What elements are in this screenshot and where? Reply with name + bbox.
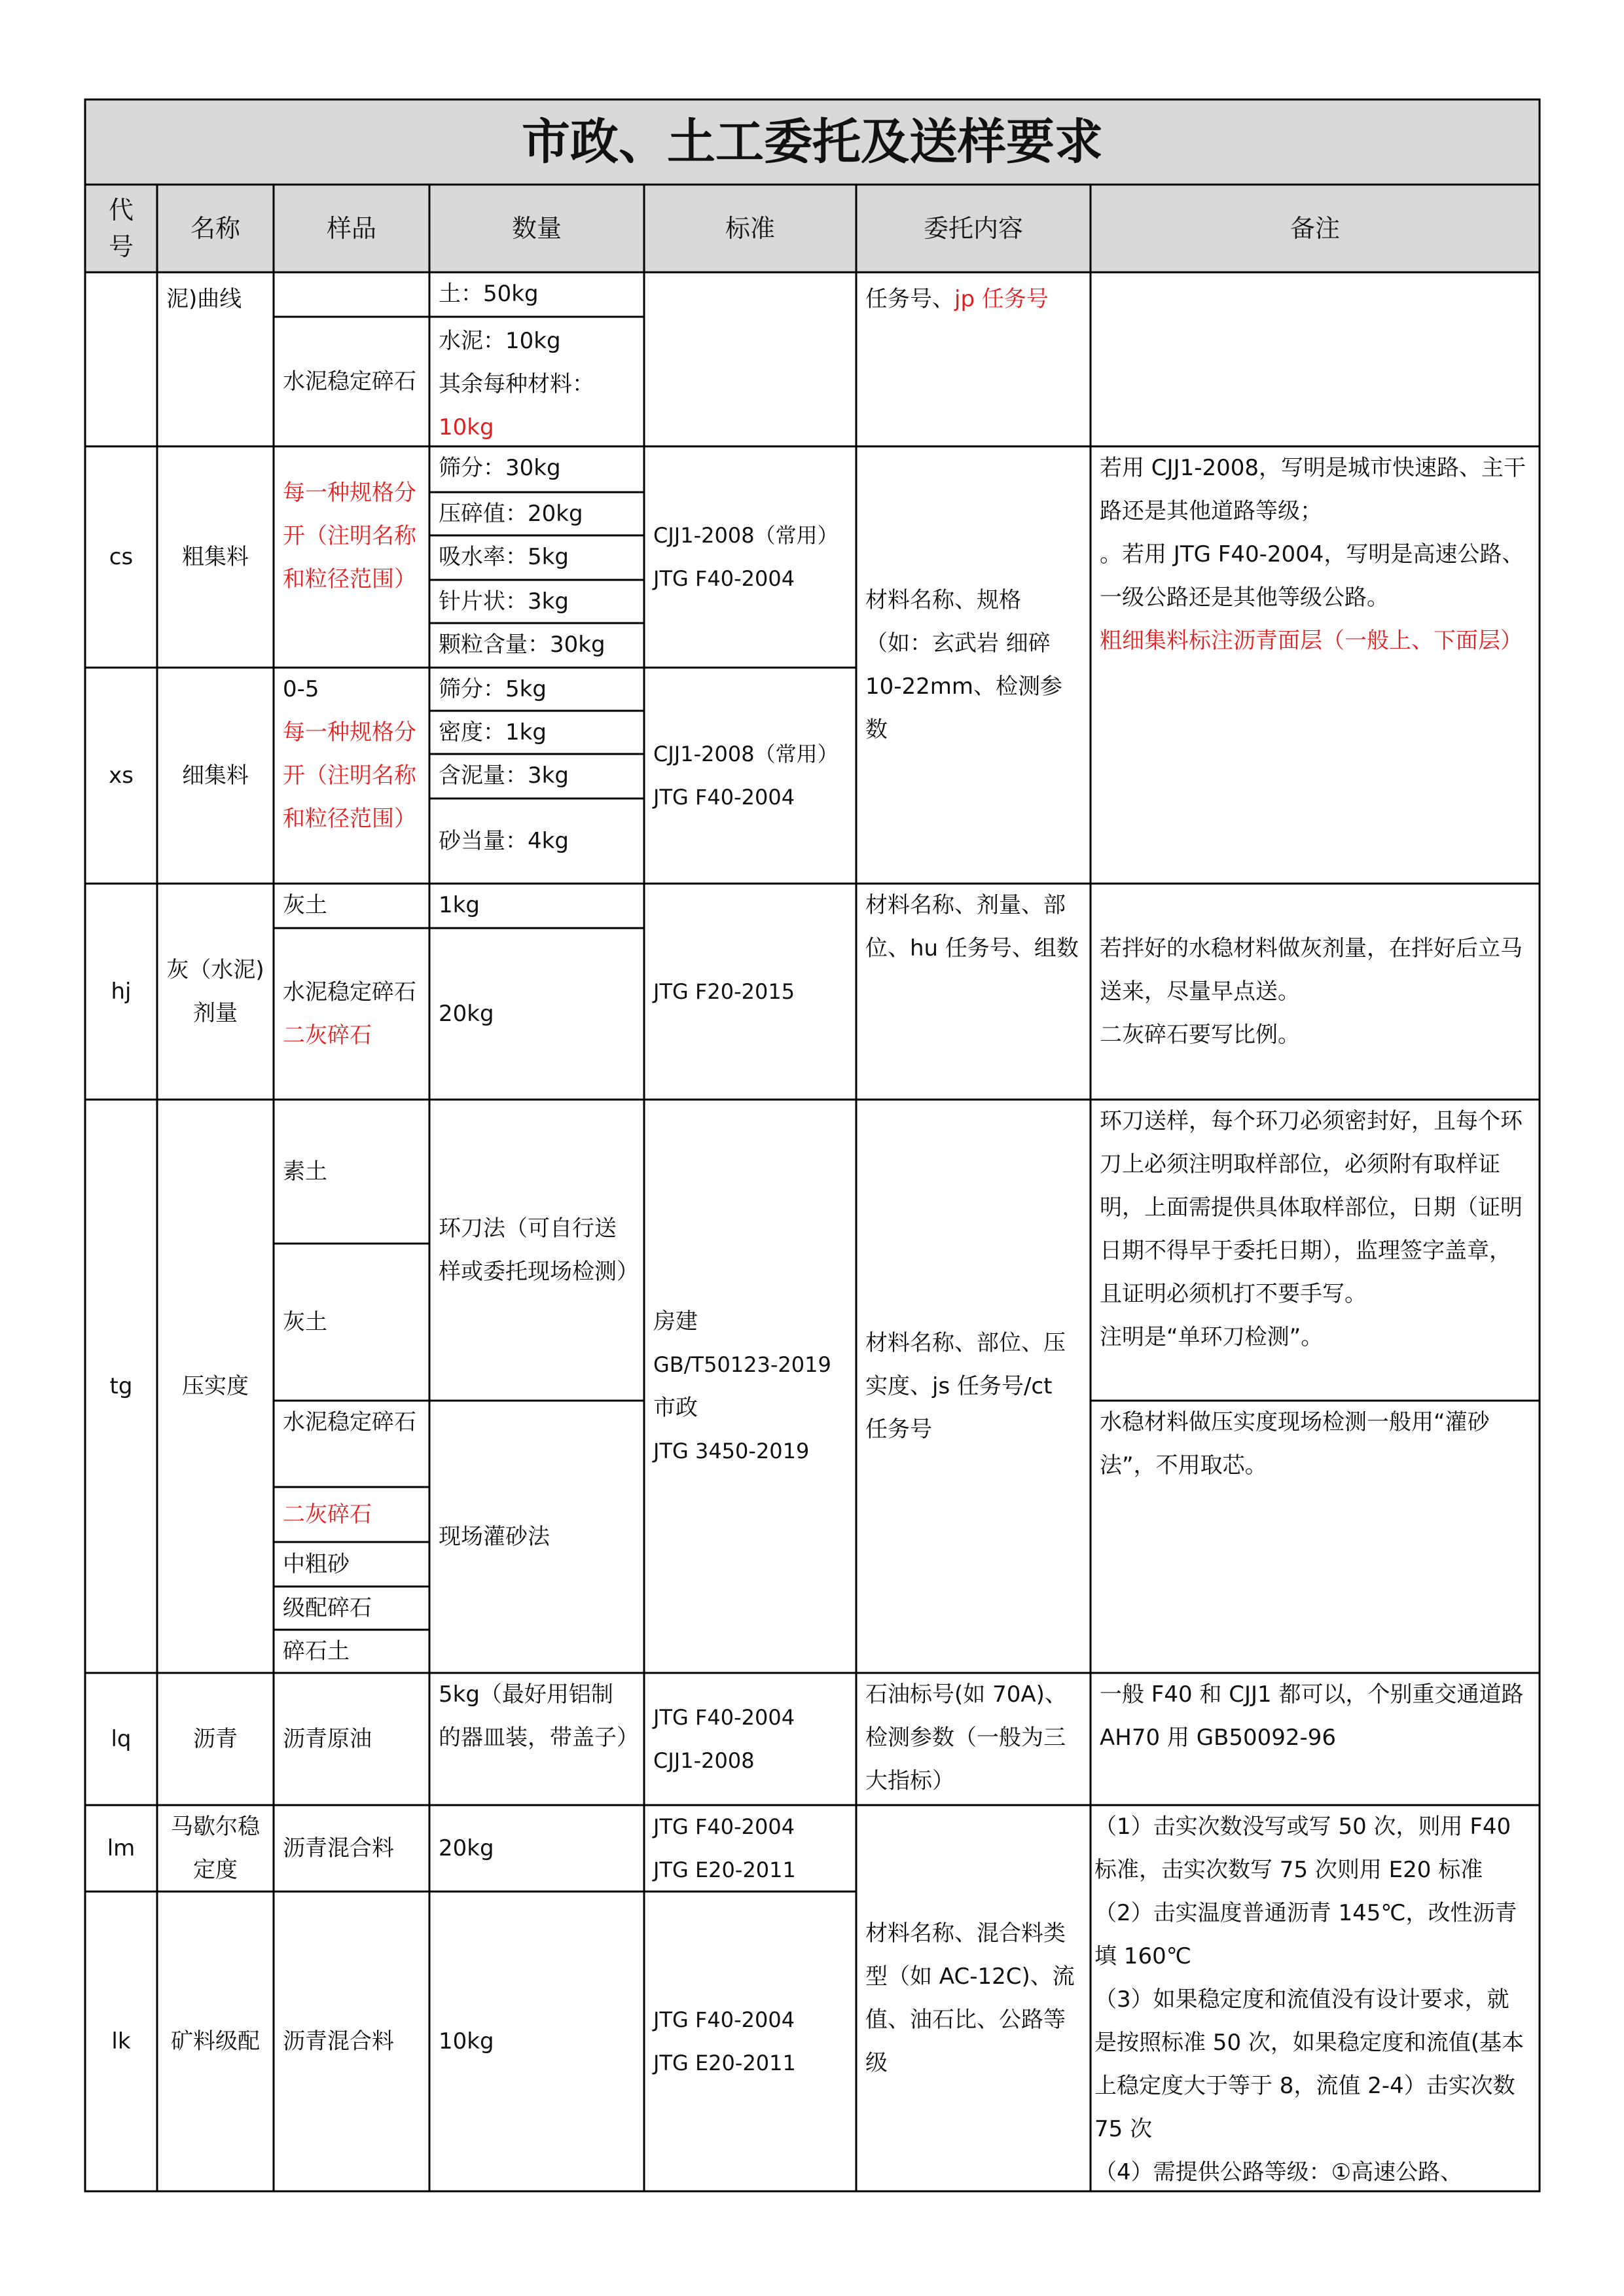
lq-standard bbox=[644, 1673, 856, 1805]
lq-code-text: lq bbox=[111, 1726, 132, 1752]
lq-remark bbox=[1091, 1673, 1540, 1805]
agg-content bbox=[856, 446, 1091, 884]
mix-content-text: 材料名称、混合料类型（如 AC-12C)、流值、油石比、公路等级 bbox=[865, 1920, 1075, 2076]
lk-code-text: lk bbox=[111, 2028, 131, 2054]
tg-sample-7-text: 碎石土 bbox=[283, 1638, 350, 1664]
cont-qty-cement-2: 其余每种材料： bbox=[439, 371, 594, 397]
lm-code-text: lm bbox=[107, 1835, 135, 1861]
tg-sample-2-text: 灰土 bbox=[283, 1309, 327, 1335]
tg-remark-3-text: 水稳材料做压实度现场检测一般用“灌砂法”，不用取芯。 bbox=[1100, 1409, 1490, 1479]
tg-sample-6-text: 级配碎石 bbox=[283, 1595, 372, 1621]
hj-remark-2: 二灰碎石要写比例。 bbox=[1100, 1022, 1300, 1048]
lm-name bbox=[157, 1805, 274, 1892]
lq-content bbox=[856, 1673, 1091, 1805]
lk-name bbox=[157, 1892, 274, 2191]
lq-standard-2: CJJ1-2008 bbox=[653, 1748, 755, 1773]
mix-remark-1: （1）击实次数没写或写 50 次，则用 F40 标准，击实次数写 75 次则用 E20 标准 bbox=[1094, 1814, 1511, 1883]
hj-remark-1: 若拌好的水稳材料做灰剂量，在拌好后立马送来，尽量早点送。 bbox=[1100, 935, 1523, 1005]
tg-standard-2: GB/T50123-2019 bbox=[653, 1352, 831, 1377]
tg-content bbox=[856, 1100, 1091, 1673]
cs-qty-2 bbox=[429, 535, 644, 580]
xs-sample bbox=[274, 668, 429, 884]
lm-qty-text: 20kg bbox=[439, 1835, 494, 1861]
cont-qty-soil-text: 土：50kg bbox=[439, 281, 539, 307]
xs-qty-2 bbox=[429, 754, 644, 798]
lm-code bbox=[85, 1805, 157, 1892]
cs-standard bbox=[644, 446, 856, 668]
xs-qty-3 bbox=[429, 798, 644, 884]
lm-standard-1: JTG F40-2004 bbox=[653, 1814, 795, 1839]
hj-sample-3-text: 二灰碎石 bbox=[283, 1022, 372, 1049]
cs-qty-4 bbox=[429, 623, 644, 668]
hj-sample-2-text: 水泥稳定碎石 bbox=[283, 979, 416, 1005]
tg-sample-4-text: 二灰碎石 bbox=[283, 1501, 372, 1528]
tg-code bbox=[85, 1100, 157, 1673]
hj-qty-1-text: 1kg bbox=[439, 892, 480, 918]
tg-qty-1-text: 环刀法（可自行送样或委托现场检测） bbox=[439, 1215, 639, 1285]
header-content-label: 委托内容 bbox=[923, 214, 1023, 243]
cont-qty-soil bbox=[429, 272, 644, 317]
header-name-label: 名称 bbox=[190, 214, 240, 243]
tg-standard-3: 市政 bbox=[653, 1395, 698, 1421]
lq-code bbox=[85, 1673, 157, 1805]
header-content bbox=[856, 185, 1091, 272]
cs-remark-3: 粗细集料标注沥青面层（一般上、下面层） bbox=[1100, 628, 1523, 654]
hj-code bbox=[85, 884, 157, 1100]
hj-remark bbox=[1091, 884, 1540, 1100]
agg-content-text: 材料名称、规格（如：玄武岩 细碎 10-22mm、检测参数 bbox=[865, 587, 1063, 743]
cont-sample-cement bbox=[274, 317, 429, 446]
tg-sample-5-text: 中粗砂 bbox=[283, 1551, 350, 1577]
cs-qty-0 bbox=[429, 446, 644, 492]
header-standard bbox=[644, 185, 856, 272]
cs-qty-3-text: 针片状：3kg bbox=[439, 588, 569, 615]
tg-sample-1 bbox=[274, 1100, 429, 1244]
lk-standard bbox=[644, 1892, 856, 2191]
tg-remark-3 bbox=[1091, 1401, 1540, 1673]
xs-sample-2: 每一种规格分开（注明名称和粒径范围） bbox=[283, 719, 416, 832]
hj-code-text: hj bbox=[111, 978, 132, 1005]
cs-sample-text: 每一种规格分开（注明名称和粒径范围） bbox=[283, 480, 416, 592]
tg-content-text: 材料名称、部位、压实度、js 任务号/ct 任务号 bbox=[865, 1330, 1066, 1443]
lm-sample bbox=[274, 1805, 429, 1892]
tg-sample-5 bbox=[274, 1542, 429, 1587]
xs-code-text: xs bbox=[109, 762, 134, 789]
tg-standard bbox=[644, 1100, 856, 1673]
lm-standard-2: JTG E20-2011 bbox=[653, 1857, 796, 1882]
hj-standard-text: JTG F20-2015 bbox=[653, 979, 795, 1004]
hj-content bbox=[856, 884, 1091, 1100]
cont-content-2: jp 任务号 bbox=[954, 286, 1049, 312]
cont-qty-cement-1: 水泥：10kg bbox=[439, 328, 561, 354]
mix-remark-2: （2）击实温度普通沥青 145℃，改性沥青填 160℃ bbox=[1094, 1900, 1517, 1969]
lq-standard-1: JTG F40-2004 bbox=[653, 1705, 795, 1730]
cont-qty-cement-3: 10kg bbox=[439, 414, 494, 440]
xs-qty-1 bbox=[429, 711, 644, 754]
tg-sample-4 bbox=[274, 1487, 429, 1542]
tg-remark-1 bbox=[1091, 1100, 1540, 1401]
mix-content bbox=[856, 1805, 1091, 2191]
cs-qty-3 bbox=[429, 580, 644, 623]
lq-sample bbox=[274, 1673, 429, 1805]
page-title: 市政、土工委托及送样要求 bbox=[522, 114, 1103, 170]
hj-qty-1 bbox=[429, 884, 644, 928]
cs-qty-2-text: 吸水率：5kg bbox=[439, 544, 569, 570]
cs-name bbox=[157, 446, 274, 668]
mix-remark-4: （4）需提供公路等级：①高速公路、 bbox=[1094, 2159, 1463, 2185]
xs-sample-1: 0-5 bbox=[283, 676, 319, 702]
xs-qty-2-text: 含泥量：3kg bbox=[439, 762, 569, 789]
tg-sample-1-text: 素土 bbox=[283, 1158, 327, 1185]
header-qty-label: 数量 bbox=[511, 214, 562, 243]
tg-sample-7 bbox=[274, 1630, 429, 1673]
hj-name bbox=[157, 884, 274, 1100]
xs-name-text: 细集料 bbox=[182, 762, 249, 789]
tg-code-text: tg bbox=[109, 1373, 133, 1399]
hj-sample-1-text: 灰土 bbox=[283, 892, 327, 918]
xs-name bbox=[157, 668, 274, 884]
cs-code-text: cs bbox=[109, 544, 134, 570]
tg-sample-2 bbox=[274, 1244, 429, 1401]
lk-sample-text: 沥青混合料 bbox=[283, 2028, 394, 2054]
cs-standard-2: JTG F40-2004 bbox=[653, 566, 795, 591]
cont-sample-cement-text: 水泥稳定碎石 bbox=[283, 368, 416, 395]
lq-content-text: 石油标号(如 70A)、检测参数（一般为三大指标） bbox=[865, 1681, 1067, 1794]
hj-qty-2-text: 20kg bbox=[439, 1001, 494, 1027]
tg-sample-6 bbox=[274, 1587, 429, 1630]
cs-qty-1 bbox=[429, 492, 644, 535]
cs-qty-1-text: 压碎值：20kg bbox=[439, 501, 583, 527]
cs-remark-2: 。若用 JTG F40-2004，写明是高速公路、一级公路还是其他等级公路。 bbox=[1100, 541, 1525, 611]
xs-standard-2: JTG F40-2004 bbox=[653, 785, 795, 810]
lm-sample-text: 沥青混合料 bbox=[283, 1835, 394, 1861]
cs-qty-0-text: 筛分：30kg bbox=[439, 455, 561, 481]
cont-content-1: 任务号、 bbox=[865, 286, 954, 312]
header-remark-label: 备注 bbox=[1290, 214, 1340, 243]
lk-code bbox=[85, 1892, 157, 2191]
tg-remark-2-text: 注明是“单环刀检测”。 bbox=[1100, 1324, 1324, 1350]
cs-remark bbox=[1091, 446, 1540, 884]
lq-name bbox=[157, 1673, 274, 1805]
lq-qty bbox=[429, 1673, 644, 1805]
lm-standard bbox=[644, 1805, 856, 1892]
hj-sample-2 bbox=[274, 928, 429, 1100]
hj-content-text: 材料名称、剂量、部位、hu 任务号、组数 bbox=[865, 892, 1079, 961]
cont-content bbox=[856, 272, 1091, 446]
lq-name-text: 沥青 bbox=[193, 1726, 238, 1752]
cont-name-text: 泥)曲线 bbox=[166, 286, 242, 312]
header-code bbox=[85, 185, 157, 272]
header-name bbox=[157, 185, 274, 272]
cont-qty-cement bbox=[429, 317, 644, 446]
tg-name bbox=[157, 1100, 274, 1673]
tg-remark-1-text: 环刀送样，每个环刀必须密封好，且每个环刀上必须注明取样部位，必须附有取样证明，上面需提供具体取样部位，日期（证明日期不得早于委托日期），监理签字盖章，且证明必须机打不要手写。 bbox=[1100, 1108, 1523, 1307]
page-title-cell bbox=[85, 99, 1540, 185]
lk-standard-2: JTG E20-2011 bbox=[653, 2051, 796, 2075]
header-sample-label: 样品 bbox=[326, 214, 376, 243]
lk-standard-1: JTG F40-2004 bbox=[653, 2007, 795, 2032]
xs-qty-3-text: 砂当量：4kg bbox=[439, 828, 569, 854]
mix-remark-3: （3）如果稳定度和流值没有设计要求，就是按照标准 50 次，如果稳定度和流值(基本上稳定度大于等于 8，流值 2-4）击实次数 75 次 bbox=[1094, 1986, 1525, 2142]
cs-sample bbox=[274, 446, 429, 668]
lm-qty bbox=[429, 1805, 644, 1892]
header-qty bbox=[429, 185, 644, 272]
tg-standard-1: 房建 bbox=[653, 1308, 698, 1335]
tg-name-text: 压实度 bbox=[182, 1373, 249, 1399]
xs-code bbox=[85, 668, 157, 884]
xs-standard bbox=[644, 668, 856, 884]
hj-sample-1 bbox=[274, 884, 429, 928]
xs-standard-1: CJJ1-2008（常用） bbox=[653, 742, 839, 766]
tg-sample-3 bbox=[274, 1401, 429, 1487]
hj-name-text: 灰（水泥)剂量 bbox=[166, 957, 264, 1026]
lq-remark-text: 一般 F40 和 CJJ1 都可以，个别重交通道路 AH70 用 GB50092-96 bbox=[1100, 1681, 1524, 1751]
lq-qty-text: 5kg（最好用铝制的器皿装，带盖子） bbox=[439, 1681, 639, 1751]
hj-standard bbox=[644, 884, 856, 1100]
lk-sample bbox=[274, 1892, 429, 2191]
xs-qty-0-text: 筛分：5kg bbox=[439, 676, 547, 702]
cs-qty-4-text: 颗粒含量：30kg bbox=[439, 632, 605, 658]
lq-sample-text: 沥青原油 bbox=[283, 1726, 372, 1752]
tg-sample-3-text: 水泥稳定碎石 bbox=[283, 1409, 416, 1435]
cs-code bbox=[85, 446, 157, 668]
tg-standard-4: JTG 3450-2019 bbox=[653, 1439, 810, 1463]
xs-qty-0 bbox=[429, 668, 644, 711]
tg-qty-1 bbox=[429, 1100, 644, 1401]
lk-qty bbox=[429, 1892, 644, 2191]
cs-remark-1: 若用 CJJ1-2008，写明是城市快速路、主干路还是其他道路等级； bbox=[1100, 455, 1526, 524]
lm-name-text: 马歇尔稳定度 bbox=[171, 1814, 260, 1883]
xs-qty-1-text: 密度：1kg bbox=[439, 719, 547, 745]
header-code-label: 代号 bbox=[108, 196, 134, 261]
lk-name-text: 矿料级配 bbox=[171, 2028, 260, 2054]
lk-qty-text: 10kg bbox=[439, 2028, 494, 2054]
cont-name bbox=[157, 272, 274, 446]
cs-standard-1: CJJ1-2008（常用） bbox=[653, 523, 839, 548]
tg-qty-2-text: 现场灌砂法 bbox=[439, 1524, 550, 1550]
cs-name-text: 粗集料 bbox=[182, 544, 249, 570]
header-remark bbox=[1091, 185, 1540, 272]
hj-qty-2 bbox=[429, 928, 644, 1100]
mix-remark bbox=[1091, 1805, 1540, 2191]
tg-qty-2 bbox=[429, 1401, 644, 1673]
header-sample bbox=[274, 185, 429, 272]
header-standard-label: 标准 bbox=[725, 214, 775, 243]
